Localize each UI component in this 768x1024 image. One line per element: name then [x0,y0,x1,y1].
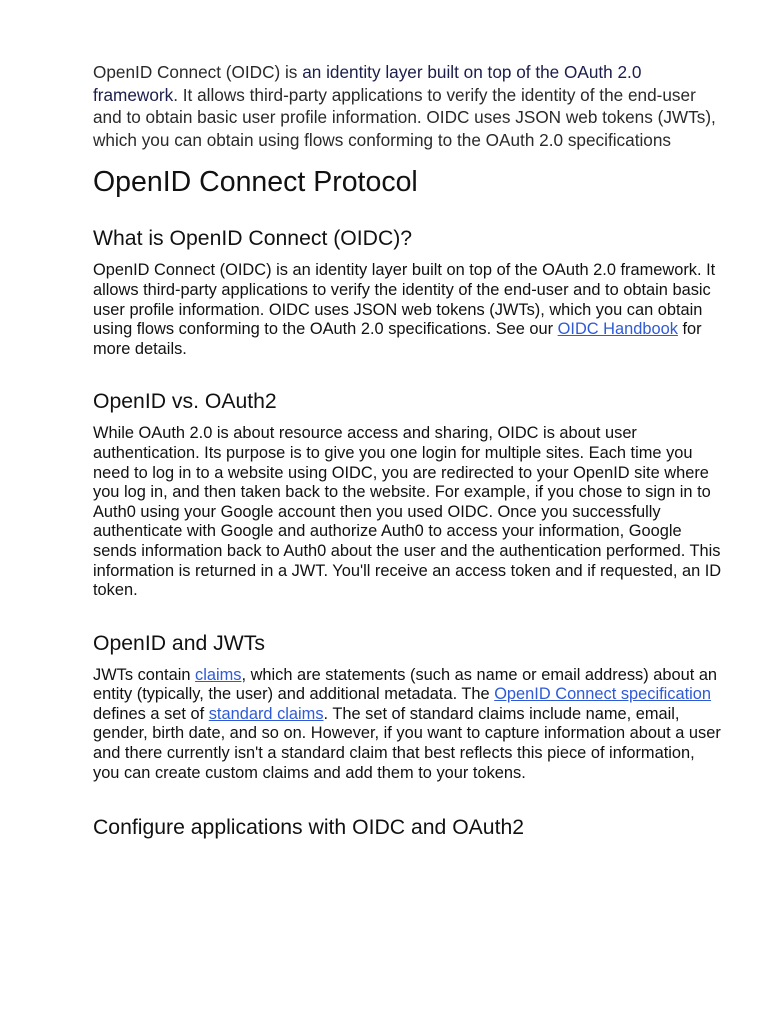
paragraph-text: defines a set of [93,704,209,723]
section-heading-what-is-oidc: What is OpenID Connect (OIDC)? [93,227,413,251]
intro-text-start: OpenID Connect (OIDC) is [93,62,303,82]
paragraph-text: OpenID Connect (OIDC) is an identity layer built on top of the OAuth 2.0 framework. It allows third-party applications to verify the identity of the end-user and to obtain basic user profile information. OIDC uses JSON web tokens (JWTs), which you can obtain using flows conforming to the OAuth 2.0 specifications. See our [93,261,716,339]
section-heading-openid-vs-oauth2: OpenID vs. OAuth2 [93,390,277,414]
claims-link[interactable]: claims [195,665,242,684]
intro-highlight: an identity layer built on top of the OAuth 2.0 framework [93,62,642,105]
paragraph-text: for more details. [93,320,702,358]
openid-connect-specification-link[interactable]: OpenID Connect specification [494,685,712,704]
intro-text-end: . It allows third-party applications to verify the identity of the end-user and to obtain basic user profile information. OIDC uses JSON web tokens (JWTs), which you can obtain using flows conforming to the OAuth 2.0 specifications [93,84,716,150]
intro-paragraph [93,61,723,151]
standard-claims-link[interactable]: standard claims [208,704,324,723]
page-title: OpenID Connect Protocol [93,166,418,199]
section-paragraph-openid-and-jwts [93,666,723,784]
section-paragraph-openid-vs-oauth2: While OAuth 2.0 is about resource access and sharing, OIDC is about user authentication. Its purpose is to give you one login for multiple sites. Each time you need to log in to a website using OIDC, you are redirected to your OpenID site where you log in, and then taken back to the website. For example, if you chose to sign in to Auth0 using your Google account then you used OIDC. Once you successfully authenticate with Google and authorize Auth0 to access your information, Google sends information back to Auth0 about the user and the authentication performed. This information is returned in a JWT. You'll receive an access token and if requested, an ID token. [93,424,722,600]
section-heading-openid-and-jwts: OpenID and JWTs [93,631,265,655]
paragraph-text: JWTs contain [93,665,196,684]
paragraph-text: , which are statements (such as name or email address) about an entity (typically, the user) and additional metadata. The [93,665,718,704]
document-page [93,0,723,842]
section-paragraph-what-is-oidc [93,261,723,359]
oidc-handbook-link[interactable]: OIDC Handbook [557,320,678,339]
paragraph-text: . The set of standard claims include name, email, gender, birth date, and so on. However, if you want to capture information about a user and there currently isn't a standard claim that best reflects this piece of information, you can create custom claims and add them to your tokens. [93,704,721,782]
section-heading-configure-applications: Configure applications with OIDC and OAuth2 [93,816,525,840]
